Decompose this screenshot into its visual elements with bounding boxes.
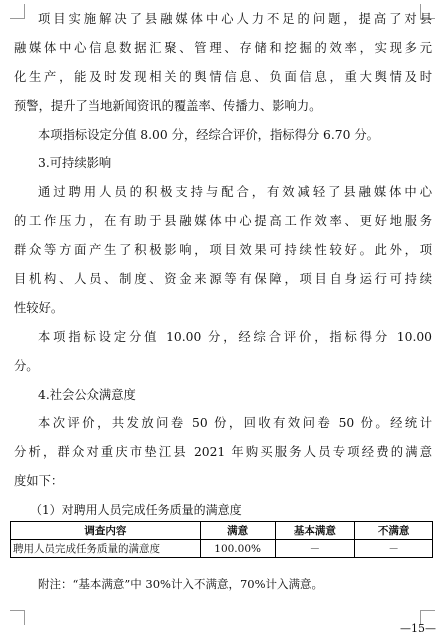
- paragraph-1-line-3: 化生产，能及时发现相关的舆情信息、负面信息，重大舆情及时: [14, 70, 432, 84]
- paragraph-1-line-4: 预警，提升了当地新闻资讯的覆盖率、传播力、影响力。: [14, 99, 322, 113]
- table-header-cell: 基本满意: [275, 522, 355, 540]
- table-cell: 聘用人员完成任务质量的满意度: [11, 540, 201, 558]
- paragraph-4-line-1: 本项指标设定分值 10.00 分，经综合评价，指标得分 10.00: [38, 330, 432, 344]
- table-header-cell: 调查内容: [11, 522, 201, 540]
- table-row: [11, 540, 433, 558]
- table-cell: －: [355, 540, 433, 558]
- table-cell: －: [275, 540, 355, 558]
- section-heading-4: 4.社会公众满意度: [38, 388, 136, 402]
- paragraph-3-line-3: 群众等方面产生了积极影响，项目效果可持续性较好。此外，项: [14, 243, 432, 257]
- table-cell: 100.00%: [200, 540, 275, 558]
- table-note: 附注：“基本满意”中 30%计入不满意，70%计入满意。: [38, 577, 324, 591]
- paragraph-2: 本项指标设定分值 8.00 分，经综合评价，指标得分 6.70 分。: [38, 128, 379, 142]
- satisfaction-table: [10, 521, 433, 558]
- paragraph-3-line-1: 通过聘用人员的积极支持与配合，有效减轻了县融媒体中心: [38, 185, 432, 199]
- paragraph-3-line-5: 性较好。: [14, 301, 64, 315]
- table-header-cell: 不满意: [355, 522, 433, 540]
- paragraph-5-line-2: 分析，群众对重庆市垫江县 2021 年购买服务人员专项经费的满意: [14, 445, 432, 459]
- paragraph-5-line-3: 度如下：: [14, 474, 64, 488]
- table-header-cell: 满意: [200, 522, 275, 540]
- page-number: —15—: [400, 622, 436, 635]
- section-heading-3: 3.可持续影响: [38, 156, 112, 170]
- paragraph-1-line-2: 融媒体中心信息数据汇聚、管理、存储和挖掘的效率，实现多元: [14, 41, 432, 55]
- table-caption: （1）对聘用人员完成任务质量的满意度: [30, 503, 242, 517]
- paragraph-4-line-2: 分。: [14, 359, 39, 373]
- paragraph-5-line-1: 本次评价，共发放问卷 50 份，回收有效问卷 50 份。经统计: [38, 416, 432, 430]
- paragraph-3-line-4: 目机构、人员、制度、资金来源等有保障，项目自身运行可持续: [14, 272, 432, 286]
- table-header-row: [11, 522, 433, 540]
- paragraph-1-line-1: 项目实施解决了县融媒体中心人力不足的问题，提高了对县: [38, 12, 432, 26]
- crop-mark-top-left: [10, 4, 25, 19]
- paragraph-3-line-2: 的工作压力，在有助于县融媒体中心提高工作效率、更好地服务: [14, 214, 432, 228]
- crop-mark-bottom-left: [10, 610, 25, 625]
